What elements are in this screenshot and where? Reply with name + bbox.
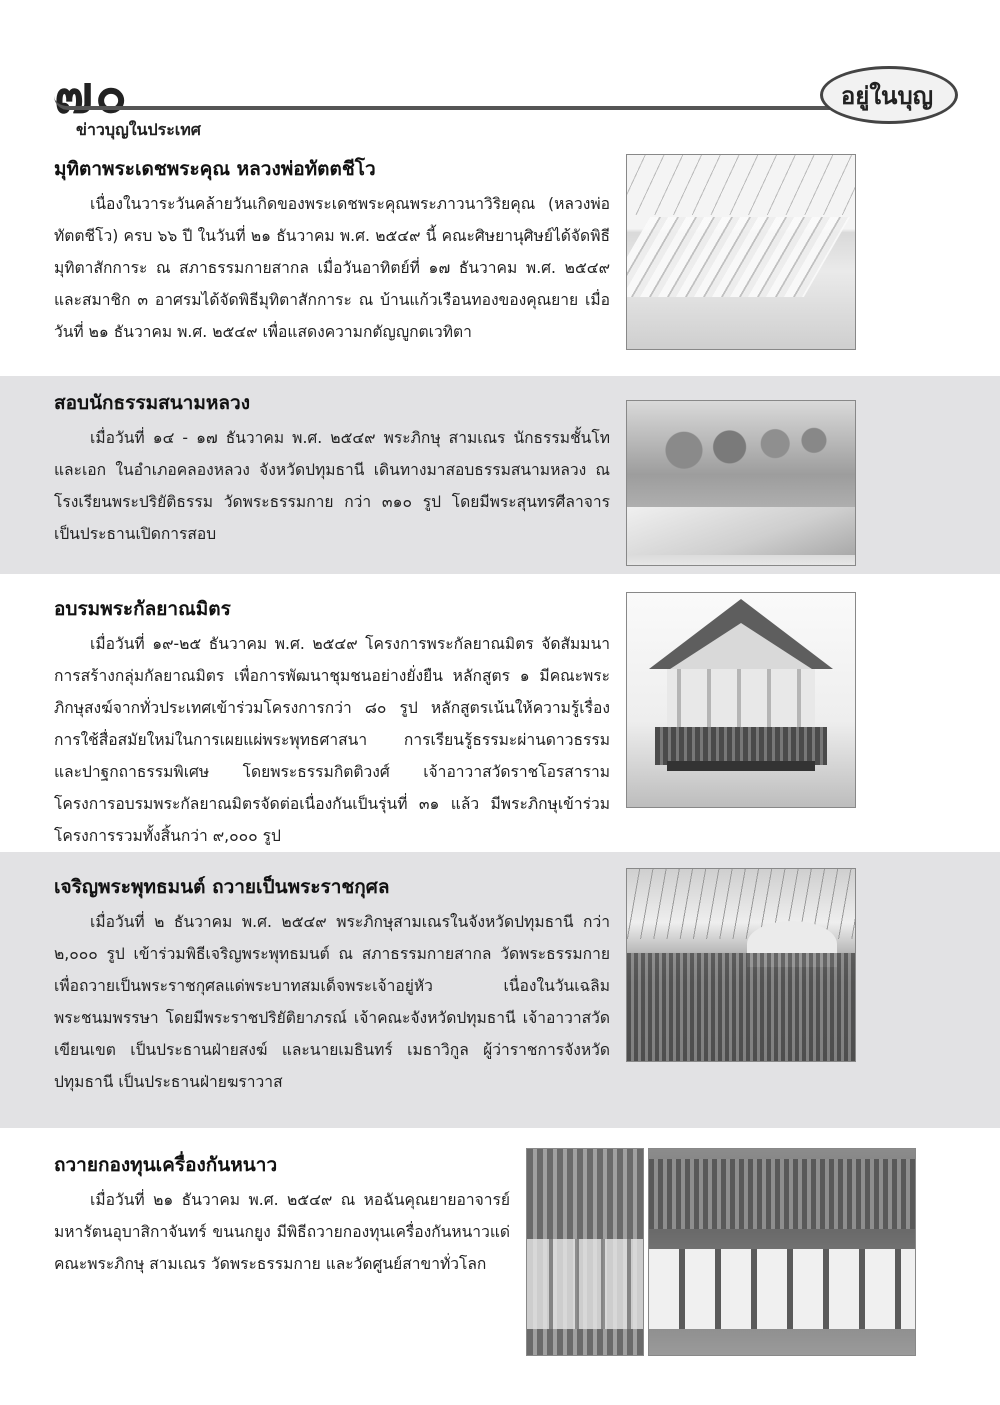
- story-title: สอบนักธรรมสนามหลวง: [54, 392, 250, 414]
- photo-ceremony: [626, 154, 856, 350]
- story-3: [54, 594, 610, 852]
- photo-building: [626, 592, 856, 808]
- story-title: มุทิตาพระเดชพระคุณ หลวงพ่อทัตตชีโว: [54, 158, 376, 180]
- photo-exam: [626, 400, 856, 566]
- page-number: ๗๐: [54, 64, 129, 125]
- photo-donation-1: [526, 1148, 644, 1356]
- story-body: เมื่อวันที่ ๒๑ ธันวาคม พ.ศ. ๒๕๔๙ ณ หอฉันคุณยายอาจารย์มหารัตนอุบาสิกาจันทร์ ขนนกยูง มีพิธีถวายกองทุนเครื่องกันหนาวแด่คณะพระภิกษุ สามเณร วัดพระธรรมกาย และวัดศูนย์สาขาทั่วโลก: [54, 1191, 510, 1273]
- section-label: ข่าวบุญในประเทศ: [76, 120, 201, 139]
- story-body: เมื่อวันที่ ๑๙-๒๕ ธันวาคม พ.ศ. ๒๕๔๙ โครงการพระกัลยาณมิตร จัดสัมมนาการสร้างกลุ่มกัลยาณมิตร เพื่อการพัฒนาชุมชนอย่างยั่งยืน หลักสูตร ๑ มีคณะพระภิกษุสงฆ์จากทั่วประเทศเข้าร่วมโครงการกว่า ๘๐ รูป หลักสูตรเน้นให้ความรู้เรื่องการใช้สื่อสมัยใหม่ในการเผยแผ่พระพุทธศาสนา การเรียนรู้ธรรมะผ่านดาวธรรม และปาฐกถาธรรมพิเศษ โดยพระธรรมกิตติวงศ์ เจ้าอาวาสวัดราชโอรสาราม โครงการอบรมพระกัลยาณมิตรจัดต่อเนื่องกันเป็นรุ่นที่ ๓๑ แล้ว มีพระภิกษุเข้าร่วมโครงการรวมทั้งสิ้นกว่า ๙,๐๐๐ รูป: [54, 635, 610, 845]
- story-2: [54, 388, 610, 550]
- photo-hall: [626, 868, 856, 1062]
- story-title: อบรมพระกัลยาณมิตร: [54, 598, 231, 620]
- story-body: เมื่อวันที่ ๒ ธันวาคม พ.ศ. ๒๕๔๙ พระภิกษุสามเณรในจังหวัดปทุมธานี กว่า ๒,๐๐๐ รูป เข้าร่วมพิธีเจริญพระพุทธมนต์ ณ สภาธรรมกายสากล วัดพระธรรมกาย เพื่อถวายเป็นพระราชกุศลแด่พระบาทสมเด็จพระเจ้าอยู่หัว เนื่องในวันเฉลิมพระชนมพรรษา โดยมีพระราชปริยัติยาภรณ์ เจ้าคณะจังหวัดปทุมธานี เจ้าอาวาสวัดเขียนเขต เป็นประธานฝ่ายสงฆ์ และนายเมธินทร์ เมธาวิกูล ผู้ว่าราชการจังหวัดปทุมธานี เป็นประธานฝ่ายฆราวาส: [54, 913, 610, 1091]
- header-rule: [54, 92, 844, 110]
- story-4: [54, 872, 610, 1098]
- story-5: [54, 1150, 510, 1280]
- story-title: ถวายกองทุนเครื่องกันหนาว: [54, 1154, 278, 1176]
- story-1: [54, 154, 610, 348]
- story-body: เมื่อวันที่ ๑๔ - ๑๗ ธันวาคม พ.ศ. ๒๕๔๙ พระภิกษุ สามเณร นักธรรมชั้นโท และเอก ในอำเภอคลองหลวง จังหวัดปทุมธานี เดินทางมาสอบธรรมสนามหลวง ณ โรงเรียนพระปริยัติธรรม วัดพระธรรมกาย กว่า ๓๑๐ รูป โดยมีพระสุนทรศีลาจาร เป็นประธานเปิดการสอบ: [54, 429, 610, 543]
- story-body: เนื่องในวาระวันคล้ายวันเกิดของพระเดชพระคุณพระภาวนาวิริยคุณ (หลวงพ่อทัตตชีโว) ครบ ๖๖ ปี ในวันที่ ๒๑ ธันวาคม พ.ศ. ๒๕๔๙ นี้ คณะศิษยานุศิษย์ได้จัดพิธีมุทิตาสักการะ ณ สภาธรรมกายสากล เมื่อวันอาทิตย์ที่ ๑๗ ธันวาคม พ.ศ. ๒๕๔๙ และสมาชิก ๓ อาศรมได้จัดพิธีมุทิตาสักการะ ณ บ้านแก้วเรือนทองของคุณยาย เมื่อวันที่ ๒๑ ธันวาคม พ.ศ. ๒๕๔๙ เพื่อแสดงความกตัญญูกตเวทิตา: [54, 195, 610, 341]
- story-title: เจริญพระพุทธมนต์ ถวายเป็นพระราชกุศล: [54, 876, 390, 898]
- magazine-logo: อยู่ในบุญ: [840, 82, 934, 110]
- photo-donation-2: [648, 1148, 916, 1356]
